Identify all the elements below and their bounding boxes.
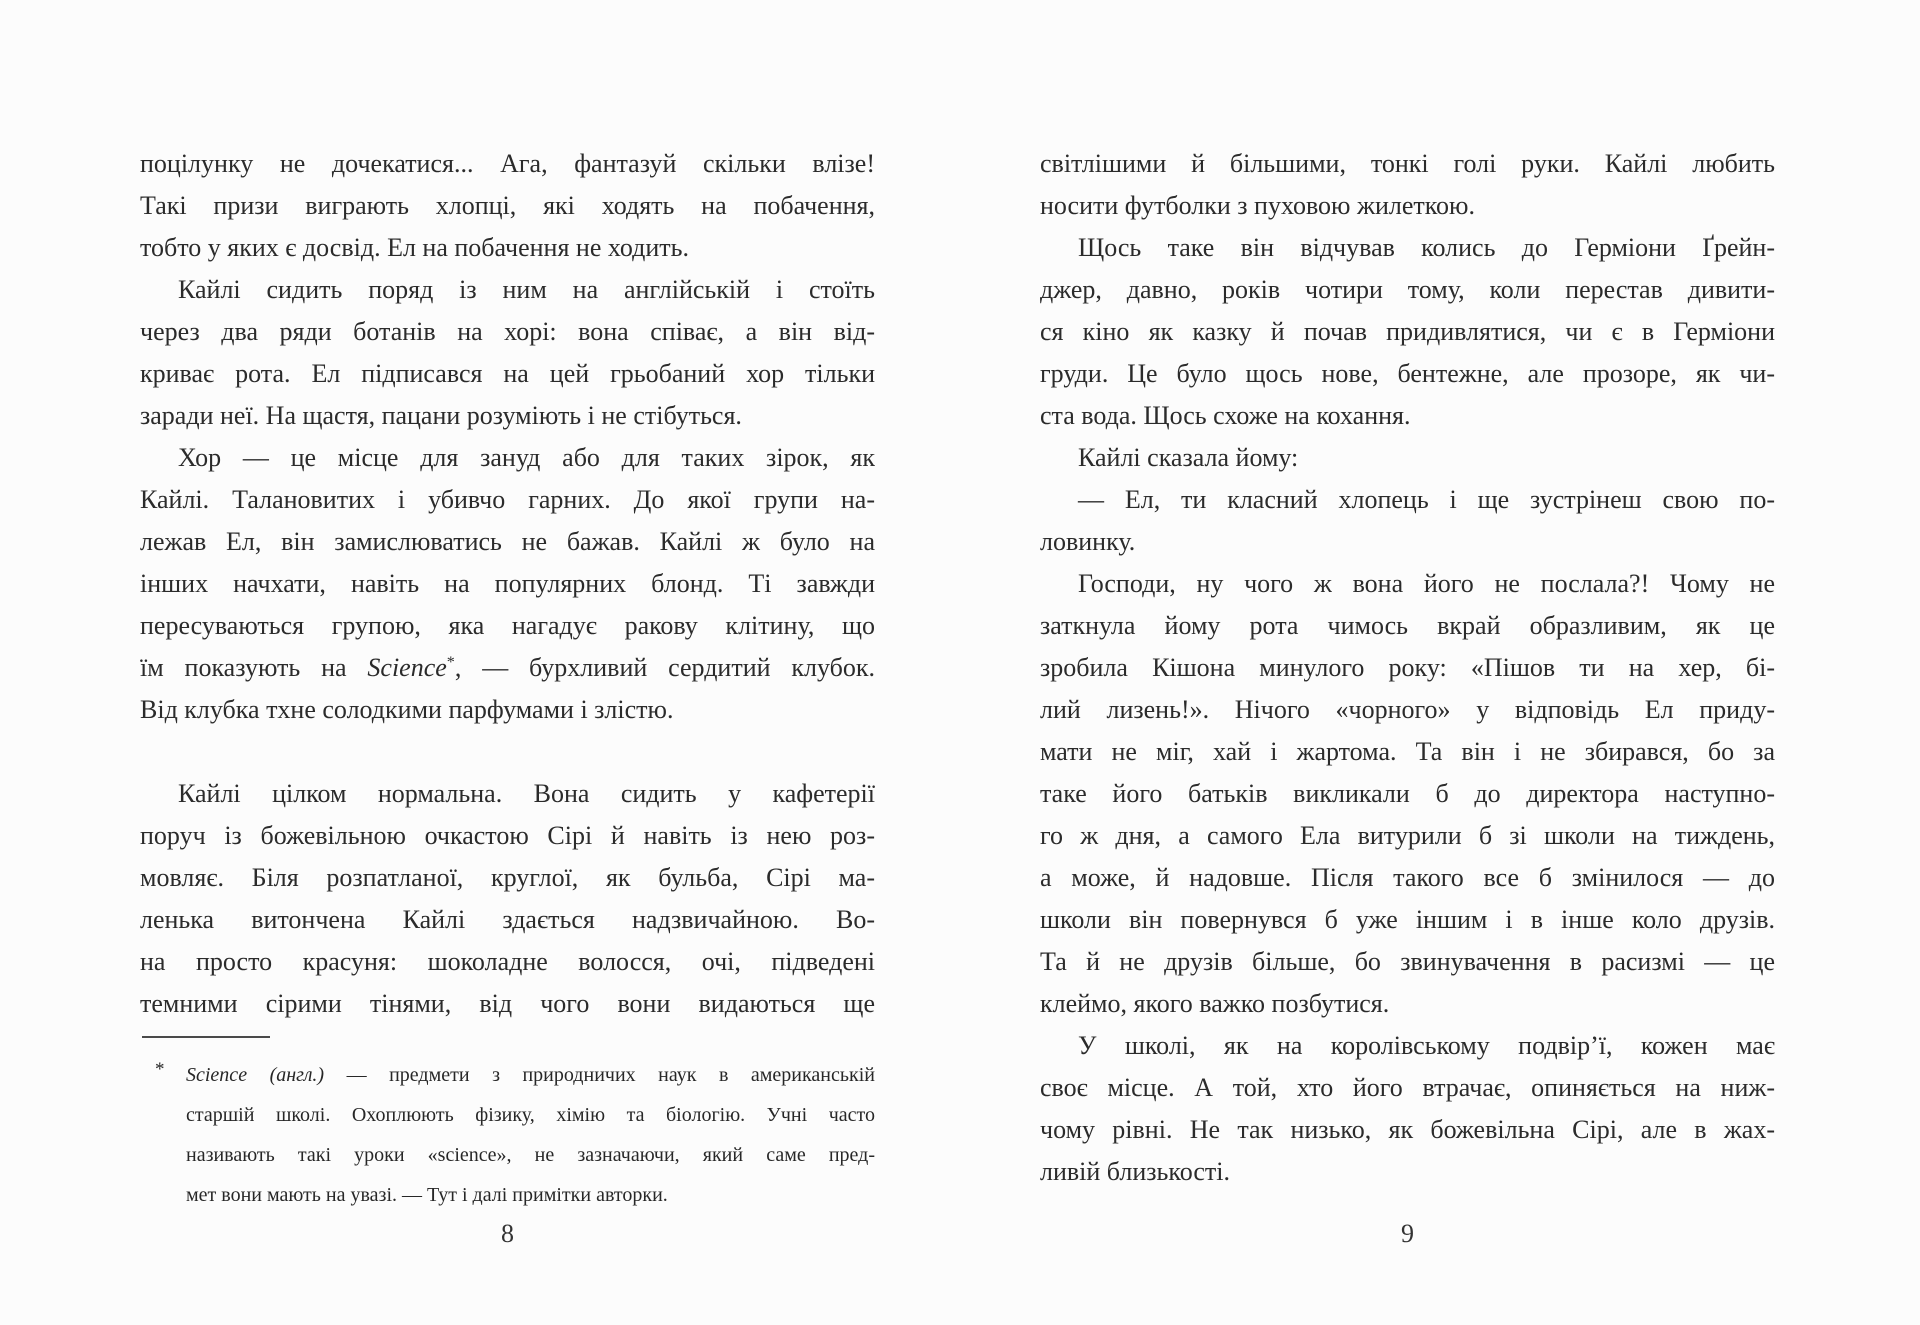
text-segment: У школі, як на королівському подвір’ї, кожен має: [1078, 1031, 1775, 1060]
text-line: [140, 269, 875, 311]
text-segment: Та й не друзів більше, бо звинувачення в расизмі — це: [1040, 947, 1775, 976]
text-line: [1040, 269, 1775, 311]
text-line: [1040, 185, 1775, 227]
text-line: [140, 983, 875, 1025]
text-segment: поцілунку не дочекатися... Ага, фантазуй скільки влізе!: [140, 149, 875, 178]
text-line: [1040, 731, 1775, 773]
text-segment: старшій школі. Охоплюють фізику, хімію та біологію. Учні часто: [186, 1104, 875, 1126]
text-line: [1040, 647, 1775, 689]
page-number-left: 8: [501, 1219, 514, 1248]
text-line: [1040, 857, 1775, 899]
text-line: [1040, 563, 1775, 605]
text-line: [140, 521, 875, 563]
text-line: [1040, 983, 1775, 1025]
text-segment: пересуваються групою, яка нагадує ракову клітину, що: [140, 611, 875, 640]
text-line: [1040, 773, 1775, 815]
page-number-right: 9: [1401, 1219, 1414, 1248]
text-segment: Такі призи виграють хлопці, які ходять на побачення,: [140, 191, 875, 220]
text-segment: таке його батьків викликали б до директора наступно-: [1040, 779, 1775, 808]
text-line: [1040, 1067, 1775, 1109]
text-segment: ленька витончена Кайлі здається надзвичайною. Во-: [140, 905, 875, 934]
text-segment: лежав Ел, він замислюватись не бажав. Кайлі ж було на: [140, 527, 875, 556]
text-segment: мати не міг, хай і жартома. Та він і не збирався, бо за: [1040, 737, 1775, 766]
paragraph-spacer: [140, 731, 875, 773]
text-line: [140, 143, 875, 185]
text-line: [1040, 353, 1775, 395]
footnote-lines: [140, 1055, 875, 1215]
text-segment: Кайлі сказала йому:: [1078, 443, 1299, 472]
right-page-body: [1040, 143, 1775, 1193]
text-line: [140, 437, 875, 479]
text-segment: Від клубка тхне солодкими парфумами і злістю.: [140, 695, 674, 724]
footnote-marker: *: [155, 1059, 165, 1080]
text-line: [1040, 815, 1775, 857]
text-segment: Господи, ну чого ж вона його не послала?! Чому не: [1078, 569, 1775, 598]
text-segment: заткнула йому рота чимось вкрай образливим, як це: [1040, 611, 1775, 640]
text-line: [1040, 1109, 1775, 1151]
text-segment: ся кіно як казку й почав придивлятися, чи є в Герміони: [1040, 317, 1775, 346]
text-segment: Кайлі цілком нормальна. Вона сидить у кафетерії: [178, 779, 875, 808]
right-page: [1040, 143, 1775, 1248]
text-line: [140, 941, 875, 983]
text-segment: чому рівні. Не так низько, як божевільна Сірі, але в жах-: [1040, 1115, 1775, 1144]
text-segment: Science: [367, 653, 447, 682]
text-line: [1040, 521, 1775, 563]
text-line: [140, 353, 875, 395]
text-segment: го ж дня, а самого Ела витурили б зі школи на тиждень,: [1040, 821, 1775, 850]
text-segment: називають такі уроки «science», не зазначаючи, який саме пред-: [186, 1144, 875, 1166]
text-line: [140, 185, 875, 227]
text-line: [140, 857, 875, 899]
text-line: [1040, 1025, 1775, 1067]
text-line: [1040, 1151, 1775, 1193]
text-line: [140, 605, 875, 647]
text-line: [140, 563, 875, 605]
text-segment: Хор — це місце для зануд або для таких зірок, як: [178, 443, 875, 472]
text-line: [1040, 437, 1775, 479]
text-line: [140, 1175, 875, 1215]
text-segment: своє місце. А той, хто його втрачає, опиняється на ниж-: [1040, 1073, 1775, 1102]
footnote-reference-asterisk: *: [446, 654, 455, 671]
text-line: [1040, 395, 1775, 437]
text-line: [140, 479, 875, 521]
text-segment: їм показують на: [140, 653, 368, 682]
text-segment: на просто красуня: шоколадне волосся, очі, підведені: [140, 947, 875, 976]
left-page-body: [140, 143, 875, 1025]
text-segment: клеймо, якого важко позбутися.: [1040, 989, 1390, 1018]
text-segment: ловинку.: [1040, 527, 1136, 556]
text-segment: а може, й надовше. Після такого все б змінилося — до: [1040, 863, 1775, 892]
text-line: [140, 1095, 875, 1135]
text-segment: носити футболки з пуховою жилеткою.: [1040, 191, 1475, 220]
text-line: [1040, 479, 1775, 521]
text-segment: груди. Це було щось нове, бентежне, але прозоре, як чи-: [1040, 359, 1775, 388]
text-line: [140, 689, 875, 731]
text-segment: джер, давно, років чотири тому, коли перестав дивити-: [1040, 275, 1775, 304]
text-line: [1040, 941, 1775, 983]
text-line: [140, 1135, 875, 1175]
text-line: [140, 815, 875, 857]
text-segment: — предмети з природничих наук в американській: [324, 1064, 875, 1086]
text-segment: лий лизень!». Нічого «чорного» у відповідь Ел приду-: [1040, 695, 1775, 724]
text-segment: Кайлі. Талановитих і убивчо гарних. До якої групи на-: [140, 485, 875, 514]
text-segment: тобто у яких є досвід. Ел на побачення не ходить.: [140, 233, 690, 262]
text-segment: заради неї. На щастя, пацани розуміють і не стібуться.: [140, 401, 742, 430]
text-line: [1040, 311, 1775, 353]
text-segment: школи він повернувся б уже іншим і в інше коло друзів.: [1040, 905, 1775, 934]
footnote: [140, 1055, 875, 1215]
text-segment: Кайлі сидить поряд із ним на англійській і стоїть: [178, 275, 875, 304]
left-page: [140, 143, 875, 1248]
text-segment: ливій близькості.: [1040, 1157, 1230, 1186]
text-segment: , — бурхливий сердитий клубок.: [454, 653, 875, 682]
text-segment: поруч із божевільною очкастою Сірі й навіть із нею роз-: [140, 821, 875, 850]
text-segment: зробила Кішона минулого року: «Пішов ти на хер, бі-: [1040, 653, 1775, 682]
footnote-divider: [142, 1036, 270, 1038]
text-line: [1040, 605, 1775, 647]
text-line: [140, 227, 875, 269]
text-line: [140, 773, 875, 815]
text-segment: криває рота. Ел підписався на цей грьобаний хор тільки: [140, 359, 875, 388]
text-line: [140, 1055, 875, 1095]
text-line: [1040, 227, 1775, 269]
text-line: [1040, 689, 1775, 731]
text-line: [1040, 899, 1775, 941]
text-segment: інших начхати, навіть на популярних блонд. Ті завжди: [140, 569, 875, 598]
text-segment: мет вони мають на увазі. — Тут і далі примітки авторки.: [186, 1184, 668, 1206]
text-line: [140, 311, 875, 353]
text-segment: мовляє. Біля розпатланої, круглої, як бульба, Сірі ма-: [140, 863, 875, 892]
text-segment: Щось таке він відчував колись до Герміони Ґрейн-: [1078, 233, 1775, 262]
text-line: [140, 647, 875, 689]
text-segment: темними сірими тінями, від чого вони видаються ще: [140, 989, 875, 1018]
text-segment: світлішими й більшими, тонкі голі руки. Кайлі любить: [1040, 149, 1775, 178]
text-segment: — Ел, ти класний хлопець і ще зустрінеш свою по-: [1078, 485, 1775, 514]
text-line: [1040, 143, 1775, 185]
text-segment: Science (англ.): [186, 1064, 325, 1086]
text-segment: ста вода. Щось схоже на кохання.: [1040, 401, 1411, 430]
text-line: [140, 395, 875, 437]
text-segment: через два ряди ботанів на хорі: вона співає, а він від-: [140, 317, 875, 346]
text-line: [140, 899, 875, 941]
